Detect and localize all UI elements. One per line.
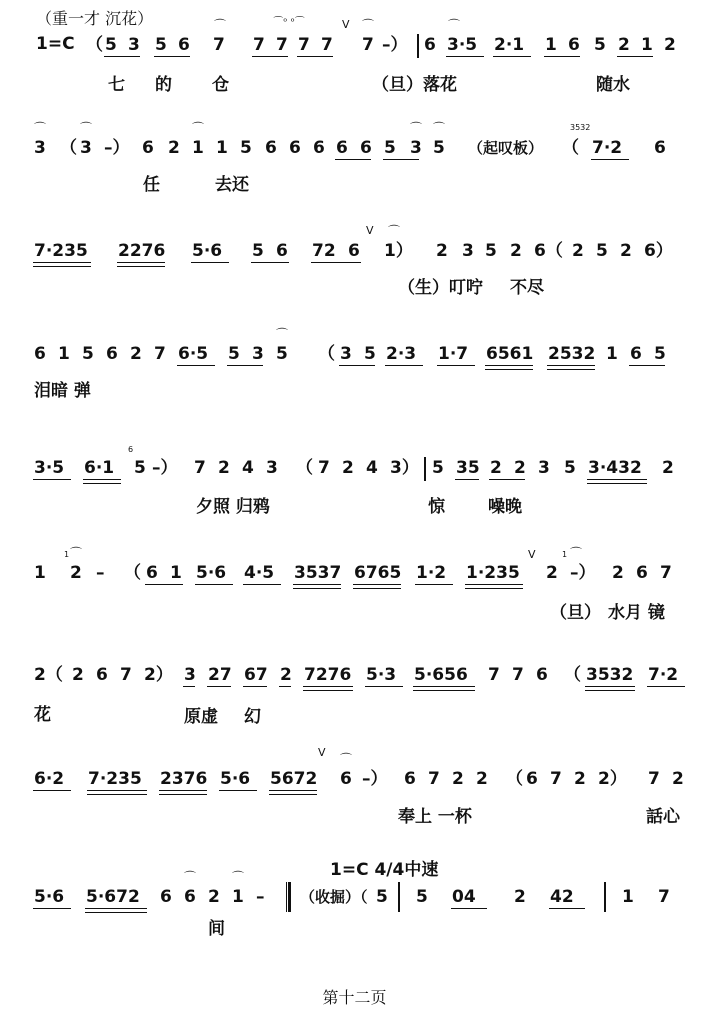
lyric: 奉上 一杯 [398,807,472,827]
note: 6 [340,769,352,789]
lyric: 仓 [212,75,229,95]
note: 3 [340,344,352,364]
note: 6） [644,241,673,261]
note: 1 [170,563,182,583]
underline [104,56,140,57]
underline [549,908,585,909]
note: 1·7 [438,344,469,364]
underline [154,56,190,57]
underline [33,908,71,909]
note: 7 [213,35,225,55]
underline [451,908,487,909]
underline [177,365,215,366]
note: 2 [280,665,292,685]
note: 4 [366,458,378,478]
underline [365,686,403,687]
note: 5 [276,344,288,364]
underline [353,584,401,585]
fermata-icon: ⌒ [570,546,583,560]
note: （起叹板） [468,139,544,157]
fermata-icon: ⌒ [192,121,205,135]
note: 7·2 [592,138,623,158]
underline [591,159,629,160]
underline [269,790,317,791]
note: 6 [636,563,648,583]
fermata-icon: ⌒ [388,224,401,238]
note: 5 [240,138,252,158]
note: （ [296,458,313,478]
underline [279,686,291,687]
note: 7 [648,769,660,789]
grace-note-label: 3532 [570,123,591,132]
lyric: 幻 [244,707,261,727]
underline [353,588,401,589]
note: 4 [242,458,254,478]
note: 04 [452,887,476,907]
breath-mark-icon: V [318,746,326,759]
note: 2 [72,665,84,685]
note: 6765 [354,563,402,583]
slur-icon: ⌒ᵒ ᵒ⌒ [273,17,305,28]
note: 2 [620,241,632,261]
breath-mark-icon: V [528,548,536,561]
underline [311,262,361,263]
note: 7 [488,665,500,685]
note: – [256,887,265,907]
underline [145,584,183,585]
underline [413,690,475,691]
underline [293,584,341,585]
lyric: 泪暗 弹 [34,381,91,401]
underline [585,690,635,691]
note: 5·656 [414,665,468,685]
underline [485,365,533,366]
note: 7·235 [88,769,142,789]
note: 6 [536,665,548,685]
lyric: 任 [143,175,160,195]
underline [293,588,341,589]
underline [385,365,423,366]
note: 6 [360,138,372,158]
underline [83,483,121,484]
note: 3 [128,35,140,55]
fermata-icon: ⌒ [80,121,93,135]
underline [647,686,685,687]
double-barline [286,882,291,912]
note: 1 [34,563,46,583]
note: 2 [672,769,684,789]
underline [617,56,653,57]
note: 2 [342,458,354,478]
note: 7 [154,344,166,364]
underline [33,790,71,791]
lyric: 七 [108,75,125,95]
note: 2 [574,769,586,789]
note: –） [362,769,388,789]
note: 2） [598,769,627,789]
note: 6 [630,344,642,364]
grace-note-label: 1 [64,550,70,559]
lyric: 不尽 [510,278,544,298]
underline [465,584,523,585]
breath-mark-icon: V [366,224,374,237]
note: 6 [96,665,108,685]
note: 5 [433,138,445,158]
fermata-icon: ⌒ [362,18,375,32]
note: 3537 [294,563,342,583]
note: 5 [594,35,606,55]
note: 6（ [534,241,563,261]
note: 5 [384,138,396,158]
lyric: 去还 [215,175,249,195]
note: 7·235 [34,241,88,261]
underline [159,794,207,795]
lyric: 話心 [646,807,680,827]
note: 6 [336,138,348,158]
note: 1 [606,344,618,364]
note: 6 [146,563,158,583]
note: 3 [184,665,196,685]
note: 2376 [160,769,208,789]
note: 7 [362,35,374,55]
underline [335,159,371,160]
note: 2·1 [494,35,525,55]
note: 6 [265,138,277,158]
note: 5·672 [86,887,140,907]
note: （ [124,563,141,583]
note: 2 [514,458,526,478]
performance-note: （重一才 沉花） [36,9,154,28]
underline [243,686,267,687]
note: 1 [216,138,228,158]
note: 4·5 [244,563,275,583]
underline [195,584,233,585]
note: 3 [266,458,278,478]
underline [547,365,595,366]
note: 3 [252,344,264,364]
fermata-icon: ⌒ [433,121,446,135]
underline [465,588,523,589]
note: 5·6 [192,241,223,261]
fermata-icon: ⌒ [448,18,461,32]
note: 2·3 [386,344,417,364]
note: –） [570,563,596,583]
note: 5 [252,241,264,261]
note: 3 [462,241,474,261]
note: 7 [253,35,265,55]
note: 2 [572,241,584,261]
underline [85,908,147,909]
note: –） [382,35,408,55]
lyric: 落花 [423,75,457,95]
page-number: 第十二页 [322,988,387,1007]
underline [117,266,165,267]
note: 7 [318,458,330,478]
note: 5 [364,344,376,364]
underline [33,262,91,263]
lyric: 噪晚 [488,497,522,517]
tempo-marking: 1=C 4/4中速 [330,860,439,880]
barline [398,882,400,912]
lyric: （旦） [372,75,423,95]
note: 7276 [304,665,352,685]
note: （ [60,138,77,158]
underline [33,479,71,480]
note: （ [562,138,579,158]
note: 6561 [486,344,534,364]
note: 2（ [34,665,63,685]
underline [415,584,453,585]
underline [303,690,353,691]
note: 5·6 [34,887,65,907]
note: 6·5 [178,344,209,364]
note: 2 [130,344,142,364]
note: 3 [410,138,422,158]
underline [544,56,580,57]
underline [455,479,479,480]
underline [493,56,531,57]
note: 6 [142,138,154,158]
underline [227,365,263,366]
note: 5672 [270,769,318,789]
note: 6 [568,35,580,55]
note: 2 [612,563,624,583]
underline [437,365,475,366]
underline [446,56,484,57]
lyric: 夕照 归鸦 [196,497,270,517]
note: 2 [452,769,464,789]
note: 5 [376,887,388,907]
note: 6 [348,241,360,261]
fermata-icon: ⌒ [70,546,83,560]
note: （ [86,35,103,55]
note: 1 [232,887,244,907]
fermata-icon: ⌒ [276,327,289,341]
fermata-icon: ⌒ [410,121,423,135]
note: 3·432 [588,458,642,478]
underline [207,686,231,687]
underline [159,790,207,791]
note: 7 [321,35,333,55]
underline [587,479,647,480]
underline [251,262,289,263]
note: 1 [58,344,70,364]
grace-note-label: 1 [562,550,568,559]
note: 3 [34,138,46,158]
note: 5 [596,241,608,261]
note: 3532 [586,665,634,685]
note: 2 [510,241,522,261]
note: 6·1 [84,458,115,478]
note: 7 [194,458,206,478]
fermata-icon: ⌒ [214,18,227,32]
note: – [96,563,105,583]
note: 2 [514,887,526,907]
note: 6 [404,769,416,789]
underline [587,483,647,484]
note: 1 [641,35,653,55]
note: 27 [208,665,232,685]
note: 5·6 [196,563,227,583]
underline [85,912,147,913]
note: （ [564,665,581,685]
underline [191,262,229,263]
note: 7 [276,35,288,55]
underline [87,790,147,791]
lyric: 的 [155,75,172,95]
note: 5 [134,458,146,478]
note: –） [104,138,130,158]
lyric: （生）叮咛 [398,278,483,298]
key-signature: 1=C [36,34,75,54]
note: 5 [485,241,497,261]
note: 3·5 [34,458,65,478]
note: 2） [144,665,173,685]
note: 1·235 [466,563,520,583]
note: 6 [313,138,325,158]
underline [87,794,147,795]
note: 7 [512,665,524,685]
lyric: 花 [34,705,51,725]
note: 7·2 [648,665,679,685]
underline [585,686,635,687]
note: 67 [244,665,268,685]
note: 7 [660,563,672,583]
note: 6 [526,769,538,789]
note: 7 [428,769,440,789]
underline [547,369,595,370]
note: 2276 [118,241,166,261]
note: 3 [80,138,92,158]
note: 2 [490,458,502,478]
underline [219,790,257,791]
barline [417,34,419,58]
breath-mark-icon: V [342,18,350,31]
note: 6 [424,35,436,55]
note: 7 [298,35,310,55]
note: 2 [618,35,630,55]
note: 5·3 [366,665,397,685]
note: 3·5 [447,35,478,55]
note: 2 [208,887,220,907]
note: 42 [550,887,574,907]
underline [383,159,419,160]
note: 6 [654,138,666,158]
note: 3） [390,458,419,478]
underline [183,686,195,687]
lyric: （旦） [550,603,601,623]
note: 72 [312,241,336,261]
fermata-icon: ⌒ [34,121,47,135]
lyric: 间 [208,919,225,939]
fermata-icon: ⌒ [340,752,353,766]
note: 2 [664,35,676,55]
note: 2 [476,769,488,789]
underline [629,365,665,366]
note: 2 [70,563,82,583]
note: 1 [192,138,204,158]
lyric: 随水 [596,75,630,95]
note: （ [506,769,523,789]
note: 5·6 [220,769,251,789]
lyric: 水月 镜 [608,603,665,623]
barline [604,882,606,912]
underline [33,266,91,267]
note: 6 [184,887,196,907]
lyric: 惊 [428,497,445,517]
note: 2 [436,241,448,261]
note: 5 [564,458,576,478]
note: 2 [218,458,230,478]
barline [424,457,426,481]
note: 6 [106,344,118,364]
note: 1 [545,35,557,55]
note: 6 [178,35,190,55]
note: 2 [168,138,180,158]
note: 5 [432,458,444,478]
note: 5 [654,344,666,364]
note: 5 [105,35,117,55]
note: 2 [546,563,558,583]
underline [83,479,121,480]
underline [117,262,165,263]
underline [339,365,375,366]
grace-note-label: 6 [128,445,134,454]
note: 2532 [548,344,596,364]
note: 6 [276,241,288,261]
note: 5 [228,344,240,364]
underline [269,794,317,795]
underline [485,369,533,370]
lyric: 原虚 [184,707,218,727]
note: 7 [120,665,132,685]
underline [303,686,353,687]
note: –） [152,458,178,478]
note: （收掘）（ [300,888,368,906]
note: 5 [82,344,94,364]
note: 5 [155,35,167,55]
note: 6 [289,138,301,158]
note: 35 [456,458,480,478]
note: 6 [160,887,172,907]
note: 1 [622,887,634,907]
note: （ [318,344,335,364]
note: 2 [662,458,674,478]
note: 3 [538,458,550,478]
note: 6·2 [34,769,65,789]
underline [252,56,288,57]
note: 7 [550,769,562,789]
underline [413,686,475,687]
note: 1·2 [416,563,447,583]
underline [243,584,281,585]
note: 7 [658,887,670,907]
fermata-icon: ⌒ [184,870,197,884]
fermata-icon: ⌒ [232,870,245,884]
note: 1） [384,241,413,261]
note: 6 [34,344,46,364]
note: 5 [416,887,428,907]
underline [489,479,525,480]
underline [297,56,333,57]
